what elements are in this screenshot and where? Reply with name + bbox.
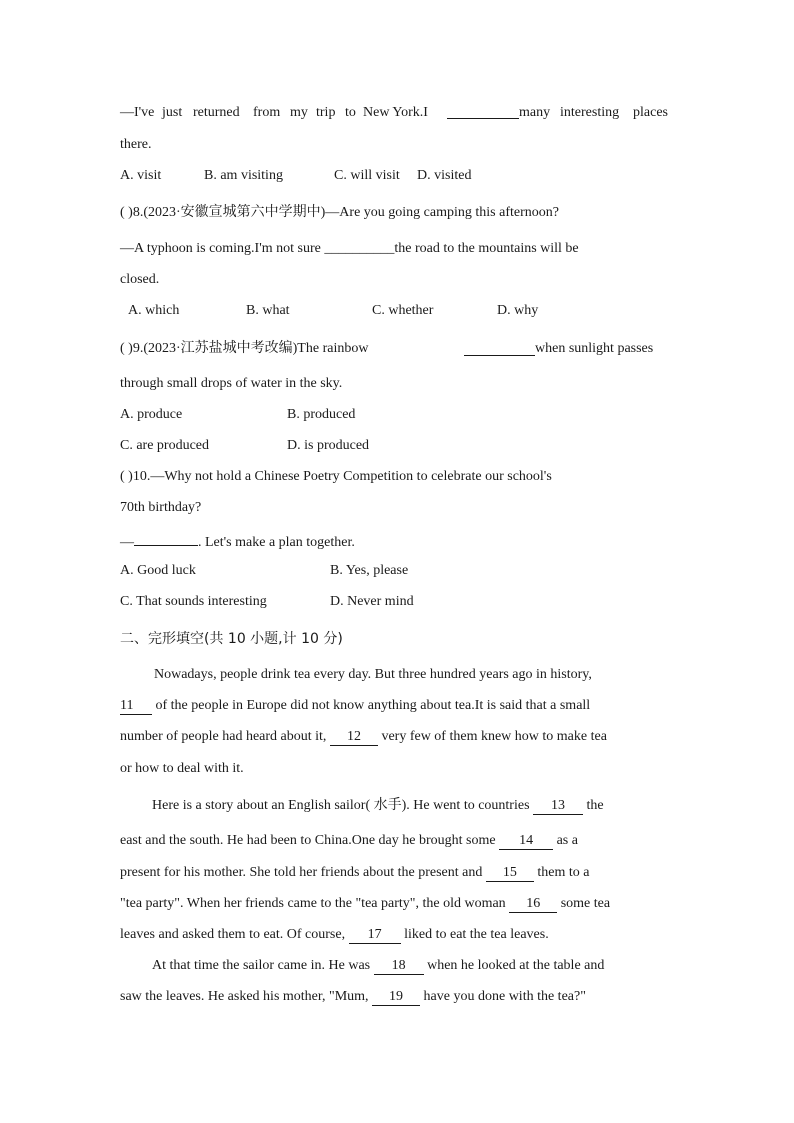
q7-answer-blank[interactable] bbox=[447, 104, 519, 119]
q7-line2: there. bbox=[120, 137, 152, 152]
blank-12[interactable]: 12 bbox=[330, 729, 378, 746]
passage-p2-line3: present for his mother. She told her friends about the present and 15 them to a bbox=[120, 865, 590, 880]
q8-line3: closed. bbox=[120, 272, 160, 287]
q7-option-a[interactable]: A. visit bbox=[120, 168, 162, 183]
passage-p3-line2: saw the leaves. He asked his mother, "Mum, 19 have you done with the tea?" bbox=[120, 989, 586, 1004]
q10-option-b[interactable]: B. Yes, please bbox=[330, 563, 409, 578]
q9-stem: ( )9.(2023·江苏盐城中考改编)The rainbow bbox=[120, 341, 369, 356]
blank-15[interactable]: 15 bbox=[486, 865, 534, 882]
q10-stem: ( )10.—Why not hold a Chinese Poetry Competition to celebrate our school's bbox=[120, 469, 552, 484]
passage-p1-line1: Nowadays, people drink tea every day. But three hundred years ago in history, bbox=[154, 667, 592, 682]
q9-option-d[interactable]: D. is produced bbox=[287, 438, 370, 453]
passage-p1-line2: 11 of the people in Europe did not know anything about tea.It is said that a small bbox=[120, 698, 591, 713]
q10-option-c[interactable]: C. That sounds interesting bbox=[120, 594, 267, 609]
blank-19[interactable]: 19 bbox=[372, 989, 420, 1006]
q9-answer-blank[interactable] bbox=[464, 341, 535, 356]
q9-option-b[interactable]: B. produced bbox=[287, 407, 356, 422]
blank-16[interactable]: 16 bbox=[509, 896, 557, 913]
q9-line2: through small drops of water in the sky. bbox=[120, 376, 343, 391]
passage-p2-line1: Here is a story about an English sailor( 水手). He went to countries 13 the bbox=[152, 798, 604, 813]
passage-p3-line1: At that time the sailor came in. He was 18 when he looked at the table and bbox=[152, 958, 605, 973]
q8-option-c[interactable]: C. whether bbox=[372, 303, 434, 318]
blank-13[interactable]: 13 bbox=[533, 798, 583, 815]
passage-p2-line5: leaves and asked them to eat. Of course, 17 liked to eat the tea leaves. bbox=[120, 927, 549, 942]
passage-p1-line4: or how to deal with it. bbox=[120, 761, 244, 776]
blank-11[interactable]: 11 bbox=[120, 698, 152, 715]
q8-line2: —A typhoon is coming.I'm not sure __________the road to the mountains will be bbox=[120, 241, 579, 256]
q8-option-d[interactable]: D. why bbox=[497, 303, 539, 318]
blank-17[interactable]: 17 bbox=[349, 927, 401, 944]
q9-option-a[interactable]: A. produce bbox=[120, 407, 183, 422]
q9-option-c[interactable]: C. are produced bbox=[120, 438, 210, 453]
q7-option-b[interactable]: B. am visiting bbox=[204, 168, 283, 183]
q10-option-a[interactable]: A. Good luck bbox=[120, 563, 196, 578]
q7-option-c[interactable]: C. will visit bbox=[334, 168, 400, 183]
q10-answer-blank[interactable] bbox=[134, 531, 198, 546]
q8-stem: ( )8.(2023·安徽宣城第六中学期中)—Are you going camping this afternoon? bbox=[120, 205, 559, 220]
section-heading: 二、完形填空(共 10 小题,计 10 分) bbox=[120, 631, 343, 647]
q8-option-b[interactable]: B. what bbox=[246, 303, 290, 318]
passage-p1-line3: number of people had heard about it, 12 very few of them knew how to make tea bbox=[120, 729, 607, 744]
q10-option-d[interactable]: D. Never mind bbox=[330, 594, 414, 609]
blank-14[interactable]: 14 bbox=[499, 833, 553, 850]
q10-line3: — . Let's make a plan together. bbox=[120, 531, 355, 552]
q10-line2: 70th birthday? bbox=[120, 500, 202, 515]
q9-stem-end: when sunlight passes bbox=[535, 341, 654, 356]
passage-p2-line4: "tea party". When her friends came to the "tea party", the old woman 16 some tea bbox=[120, 896, 611, 911]
blank-18[interactable]: 18 bbox=[374, 958, 424, 975]
q7-option-d[interactable]: D. visited bbox=[417, 168, 472, 183]
passage-p2-line2: east and the south. He had been to China.One day he brought some 14 as a bbox=[120, 833, 578, 848]
q8-option-a[interactable]: A. which bbox=[128, 303, 180, 318]
